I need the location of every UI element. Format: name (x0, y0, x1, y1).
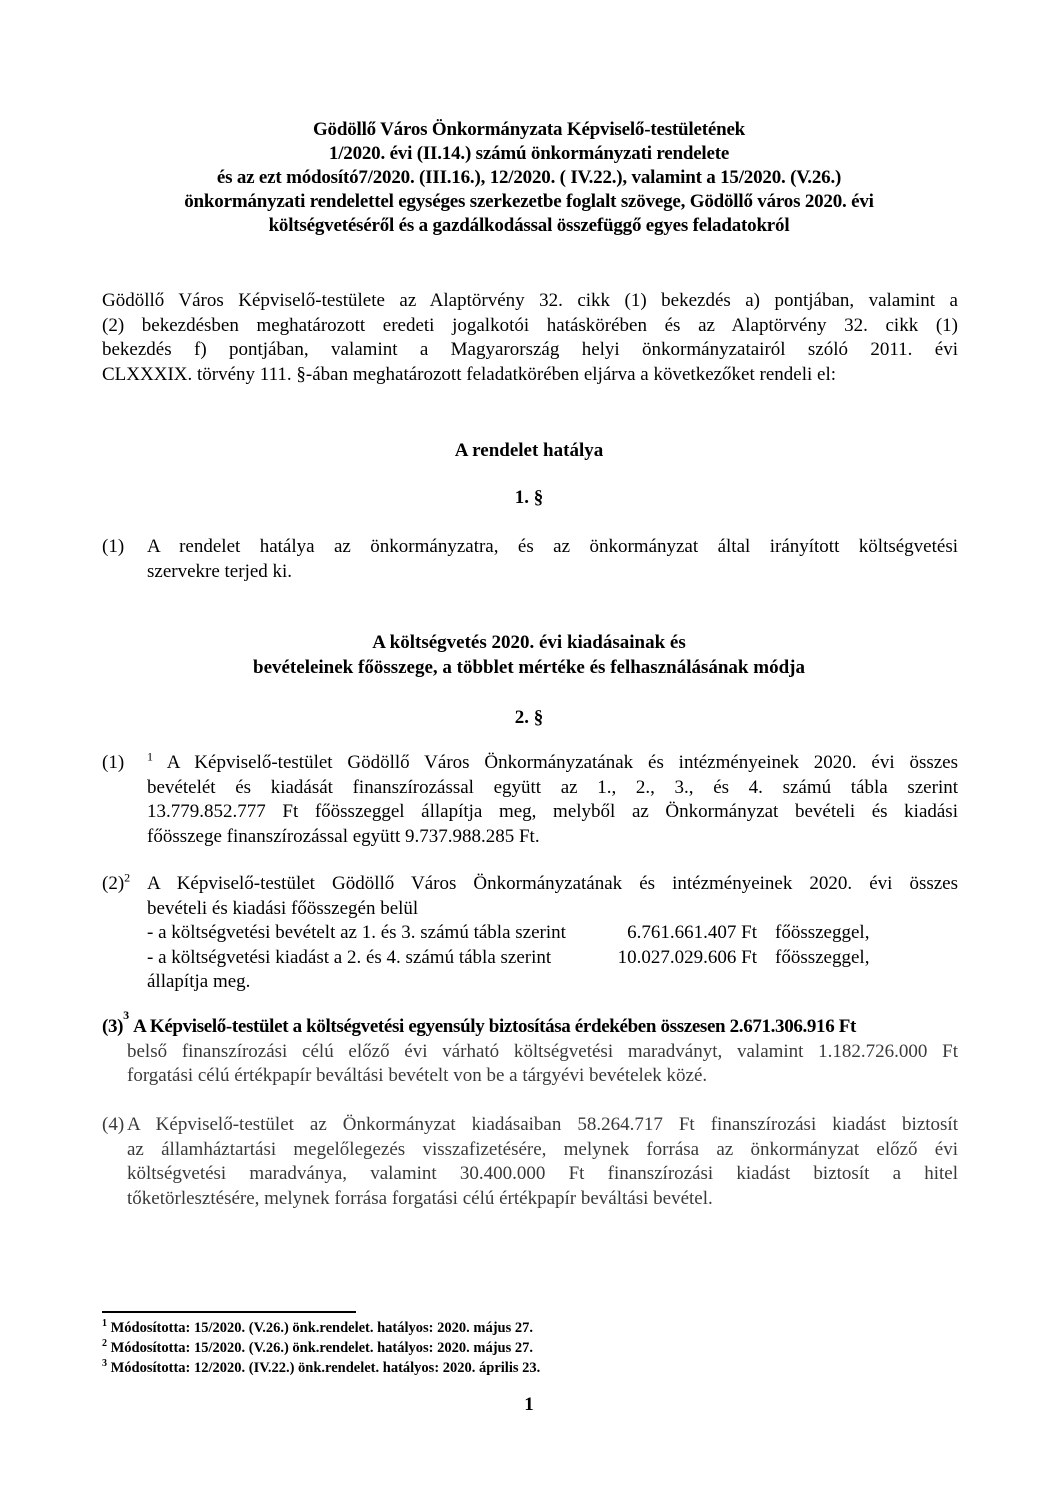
section2-item-2 (102, 872, 958, 995)
item-line: A Képviselő-testület Gödöllő Város Önkormányzatának és intézményeinek 2020. évi összes (147, 873, 958, 894)
section1-item-1 (102, 535, 958, 584)
item-line: költségvetési maradványa, valamint 30.400.000 Ft finanszírozási kiadást biztosít a hitel (127, 1163, 958, 1184)
amount-row (147, 921, 958, 946)
section2-item-3 (102, 1008, 958, 1089)
title-line: 1/2020. évi (II.14.) számú önkormányzati rendelete (328, 143, 730, 164)
footnote-ref[interactable]: 3 (123, 1008, 129, 1022)
footnote: $^1$ Módosította: 15/2020. (V.26.) önk.rendelet. hatályos: 2020. május 27. (102, 1318, 534, 1336)
item-line: az államháztartási megelőlegezés visszafizetésére, melynek forrása az önkormányzat előző évi (127, 1138, 958, 1160)
heading-line: bevételeinek főösszege, a többlet mértéke és felhasználásának módja (253, 657, 805, 678)
item-number: (4) (102, 1114, 125, 1135)
item-line: belső finanszírozási célú előző évi várható költségvetési maradványt, valamint 1.182.726.000 Ft (127, 1040, 958, 1062)
section1-heading: A rendelet hatálya (454, 440, 604, 461)
row-amount: 6.761.661.407 Ft (627, 922, 757, 943)
footnote: $^3$ Módosította: 12/2020. (IV.22.) önk.rendelet. hatályos: 2020. április 23. (102, 1358, 541, 1376)
item-line: főösszege finanszírozással együtt 9.737.988.285 Ft. (147, 825, 540, 847)
preamble-line: bekezdés f) pontjában, valamint a Magyarország helyi önkormányzatairól szóló 2011. évi (102, 339, 958, 360)
item-line: $^1$ A Képviselő-testület Gödöllő Város Önkormányzatának és intézményeinek 2020. évi összes (147, 749, 958, 773)
row-unit: főösszeggel, (775, 946, 870, 968)
footnotes (102, 1318, 540, 1378)
item-line: bevételi és kiadási főösszegén belül (147, 897, 419, 919)
document-title (100, 118, 958, 238)
item-number: (3) (102, 1016, 124, 1037)
footnote-ref[interactable]: 2 (124, 870, 131, 885)
item-line: tőketörlesztésére, melynek forrása forgatási célú értékpapír beváltási bevétel. (127, 1187, 713, 1209)
row-label: - a költségvetési kiadást a 2. és 4. számú tábla szerint (147, 946, 552, 968)
section2-number: 2. § (514, 707, 544, 728)
footnote: $^2$ Módosította: 15/2020. (V.26.) önk.rendelet. hatályos: 2020. május 27. (102, 1338, 534, 1356)
item-line: állapítja meg. (147, 971, 251, 992)
section2-item-4 (102, 1113, 958, 1211)
item-line: bevételét és kiadását finanszírozással együtt az 1., 2., 3., és 4. számú tábla szerint (147, 776, 958, 798)
preamble-line: (2) bekezdésben meghatározott eredeti jogalkotói hatáskörében és az Alaptörvény 32. cikk (1) (102, 314, 958, 336)
heading-line: A költségvetés 2020. évi kiadásainak és (372, 632, 686, 653)
section2-heading (100, 630, 958, 680)
amount-row (147, 946, 958, 971)
item-line: szervekre terjed ki. (147, 560, 293, 582)
footnote-divider (102, 1311, 356, 1313)
section1-number: 1. § (514, 487, 544, 508)
page-number: 1 (524, 1394, 534, 1415)
item-number: $(2)^2$ (102, 870, 131, 894)
row-unit: főösszeggel, (775, 922, 870, 943)
item-line: 13.779.852.777 Ft főösszeggel állapítja meg, melyből az Önkormányzat bevételi és kiadási (147, 801, 958, 822)
item-line: (3) 3 A Képviselő-testület a költségvetési egyensúly biztosítása érdekében összesen 2.671.306.916 Ft (102, 1015, 958, 1040)
title-line: Gödöllő Város Önkormányzata Képviselő-testületének (312, 119, 746, 140)
item-line: forgatási célú értékpapír beváltási bevételt von be a tárgyévi bevételek közé. (127, 1065, 708, 1086)
section2-item-1 (102, 751, 958, 849)
row-label: - a költségvetési bevételt az 1. és 3. számú tábla szerint (147, 922, 566, 943)
item-line: A rendelet hatálya az önkormányzatra, és az önkormányzat által irányított költségvetési (147, 536, 958, 557)
preamble-line: CLXXXIX. törvény 111. §-ában meghatározott feladatkörében eljárva a következőket rendeli el: (102, 363, 837, 385)
title-line: költségvetéséről és a gazdálkodással összefüggő egyes feladatokról (268, 215, 790, 236)
preamble (102, 289, 958, 387)
preamble-line: Gödöllő Város Képviselő-testülete az Alaptörvény 32. cikk (1) bekezdés a) pontjában, valamint a (102, 290, 958, 311)
item-number: (1) (102, 752, 125, 773)
title-line: és az ezt módosító7/2020. (III.16.), 12/2020. ( IV.22.), valamint a 15/2020. (V.26.) (216, 167, 842, 188)
item-line: A Képviselő-testület az Önkormányzat kiadásaiban 58.264.717 Ft finanszírozási kiadást biztosít (127, 1114, 958, 1135)
item-number: (1) (102, 536, 125, 557)
title-line: önkormányzati rendelettel egységes szerkezetbe foglalt szövege, Gödöllő város 2020. évi (184, 191, 874, 212)
row-amount: 10.027.029.606 Ft (617, 946, 757, 968)
footnote-ref[interactable]: 1 (147, 749, 153, 764)
